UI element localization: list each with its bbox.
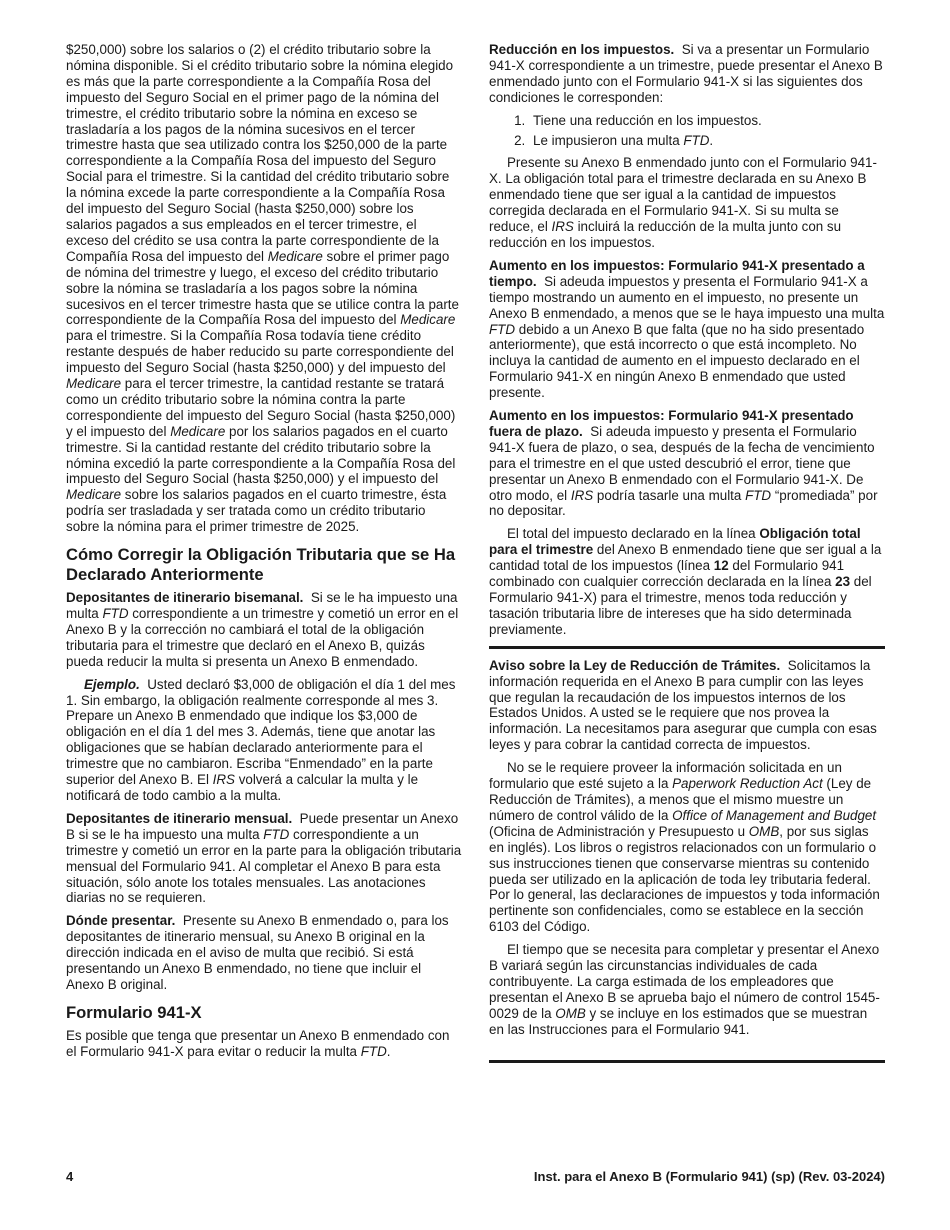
left-paragraph-941x: Es posible que tenga que presentar un Anexo B enmendado con el Formulario 941-X para evitar o reducir la multa FTD.: [66, 1028, 450, 1060]
paragraph-body: Solicitamos la información requerida en el Anexo B para cumplir con las leyes que regulan la recaudación de los impuestos internos de los Estados Unidos. A usted se le requiere que nos provea la información. La necesitamos para asegurar que cumpla con esas leyes y para cobrar la cantidad correcta de impuestos.: [489, 657, 877, 753]
paragraph-body: Si se le ha impuesto una multa FTD correspondiente a un trimestre y cometió un error en el Anexo B y la corrección no cambiará el total de la obligación tributaria para el trimestre que declaró en el Anexo B, quizás pueda reducir la multa si presenta un Anexo B enmendado.: [66, 590, 459, 669]
paragraph-body: Usted declaró $3,000 de obligación el día 1 del mes 1. Sin embargo, la obligación realmente corresponde al mes 3. Prepare un Anexo B enmendado que indique los $3,000 de obligación en el día 1 del mes 3. Además, tiene que anotar las obligaciones que se habían declarado anteriormente para el trimestre que no cambiaron. Escriba “Enmendado” en la parte superior del Anexo B. El IRS volverá a calcular la multa y le notificará de todo cambio a la multa.: [66, 676, 456, 803]
right-paragraph-total: El total del impuesto declarado en la línea Obligación total para el trimestre del Anexo B enmendado tiene que ser igual a la cantidad total de los impuestos (línea 12 del Formulario 941 combinado con cualquier corrección declarada en la línea 23 del Formulario 941-X) para el trimestre, menos toda reducción y tasación tributaria libre de intereses que ha sido determinada previamente.: [489, 526, 882, 637]
run-in-heading: Aumento en los impuestos: Formulario 941-X presentado fuera de plazo.: [489, 408, 854, 439]
paragraph-body: Si adeuda impuestos y presenta el Formulario 941-X a tiempo mostrando un aumento en el impuesto, no presente un Anexo B enmendado, a menos que se le haya impuesto una multa FTD debido a un Anexo B que falta (que no ha sido presentado anteriormente), que está incorrecto o que está incompleto. No incluya la cantidad de aumento en el impuesto declarado en el Formulario 941-X en ningún Anexo B enmendado que usted presente.: [489, 273, 885, 401]
conditions-list: [489, 113, 885, 149]
right-paragraph-reduction: [489, 42, 885, 106]
run-in-heading: Dónde presentar.: [66, 913, 176, 929]
right-paragraph-7: No se le requiere proveer la información solicitada en un formulario que esté sujeto a la Paperwork Reduction Act (Ley de Reducción de Trámites), a menos que el mismo muestre un número de control válido de la Office of Management and Budget (Oficina de Administración y Presupuesto u OMB, por sus siglas en inglés). Los libros o registros relacionados con un formulario o sus instrucciones tienen que conservarse mientras su contenido pueda ser utilizado en la aplicación de toda ley tributaria federal. Por lo general, las declaraciones de impuestos y toda información pertinente son confidenciales, como se establece en la sección 6103 del Código.: [489, 760, 880, 935]
left-paragraph-example: [66, 677, 462, 804]
run-in-heading: Depositantes de itinerario mensual.: [66, 810, 293, 826]
section-heading-correct-liability: Cómo Corregir la Obligación Tributaria que se Ha Declarado Anteriormente: [66, 545, 456, 584]
right-paragraph-paperwork-notice: [489, 658, 885, 753]
left-column: [66, 42, 462, 1067]
run-in-heading: Depositantes de itinerario bisemanal.: [66, 590, 304, 606]
left-paragraph-where-to-file: [66, 913, 462, 993]
right-paragraph-increase-timely: [489, 258, 885, 401]
footer-title: Inst. para el Anexo B (Formulario 941) (sp) (Rev. 03-2024): [533, 1169, 885, 1184]
left-paragraph-biweekly: [66, 590, 462, 670]
section-divider: [489, 646, 885, 649]
list-item: 2. Le impusieron una multa FTD.: [529, 133, 885, 149]
page-number: 4: [66, 1169, 74, 1184]
right-paragraph-increase-late: [489, 408, 885, 519]
paragraph-body: Puede presentar un Anexo B si se le ha impuesto una multa FTD correspondiente a un trimestre y cometió un error en la parte para la obligación tributaria mensual del Formulario 941. Al completar el Anexo B para esta situación, sólo anote los totales mensuales. Las anotaciones diarias no se requieren.: [66, 810, 462, 906]
left-paragraph-1: $250,000) sobre los salarios o (2) el crédito tributario sobre la nómina disponible. Si el crédito tributario sobre la nómina elegido es más que la parte correspondiente a la Compañía Rosa del impuesto del Seguro Social en el primer pago de la nómina del trimestre, el crédito tributario sobre la nómina en exceso se trasladaría a los pagos de la nómina sucesivos en el tercer trimestre hasta que sea utilizado contra los $250,000 de la parte correspondiente a la Compañía Rosa del impuesto del Seguro Social para el trimestre. Si la cantidad del crédito tributario sobre la nómina excede la parte correspondiente a la Compañía Rosa del impuesto del Seguro Social (hasta $250,000) sobre los salarios pagados a sus empleados en el tercer trimestre, el exceso del crédito se usa contra la parte correspondiente de la Compañía Rosa del impuesto del Medicare sobre el primer pago de nómina del trimestre y luego, el exceso del crédito tributario sobre la nómina se trasladaría a los pagos sobre la nómina sucesivos en el tercer trimestre hasta que se utilice contra la parte correspondiente de la Compañía Rosa del impuesto del Medicare para el trimestre. Si la Compañía Rosa todavía tiene crédito restante después de haber reducido su parte correspondiente del impuesto del Seguro Social (hasta $250,000) y del impuesto del Medicare para el tercer trimestre, la cantidad restante se tratará como un crédito tributario sobre la nómina contra la parte correspondiente del impuesto del Seguro Social (hasta $250,000) y el impuesto del Medicare por los salarios pagados en el cuarto trimestre. Si la cantidad restante del crédito tributario sobre la nómina excedió la parte correspondiente a la Compañía Rosa del impuesto del Seguro Social (hasta $250,000) y el impuesto del Medicare sobre los salarios pagados en el cuarto trimestre, ésta podría ser trasladada y ser tratada como un crédito tributario sobre la nómina para el primer trimestre de 2025.: [66, 42, 459, 535]
section-heading-form-941x: Formulario 941-X: [66, 1002, 202, 1022]
list-item: 1. Tiene una reducción en los impuestos.: [529, 113, 885, 129]
run-in-heading: Ejemplo.: [84, 676, 140, 692]
paragraph-body: Presente su Anexo B enmendado o, para los depositantes de itinerario mensual, su Anexo B original en la dirección indicada en el aviso de multa que recibió. Si está presentando un Anexo B enmendado, no tiene que incluir el Anexo B original.: [66, 913, 449, 992]
column-end-rule: [489, 1060, 885, 1063]
paragraph-body: Si va a presentar un Formulario 941-X correspondiente a un trimestre, puede presentar el Anexo B enmendado junto con el Formulario 941-X si las siguientes dos condiciones le corresponden:: [489, 42, 883, 105]
right-paragraph-2: Presente su Anexo B enmendado junto con el Formulario 941-X. La obligación total para el trimestre declarada en su Anexo B enmendado tiene que ser igual a la cantidad de impuestos corregida declarada en el Formulario 941-X. Si su multa se reduce, el IRS incluirá la reducción de la multa junto con su reducción en los impuestos.: [489, 155, 877, 250]
left-paragraph-monthly: [66, 811, 462, 906]
paragraph-body: Si adeuda impuesto y presenta el Formulario 941-X fuera de plazo, o sea, después de la fecha de vencimiento para el trimestre en el que usted descubrió el error, tiene que presentar un Anexo B enmendado con el Formulario 941-X. De otro modo, el IRS podría tasarle una multa FTD “promediada” por no depositar.: [489, 423, 878, 519]
right-paragraph-8: El tiempo que se necesita para completar y presentar el Anexo B variará según las circunstancias individuales de cada contribuyente. La carga estimada de los empleadores que presentan el Anexo B se aprueba bajo el número de control 1545-0029 de la OMB y se incluye en los estimados que se muestran en las Instrucciones para el Formulario 941.: [489, 942, 880, 1037]
right-column: [489, 42, 885, 1063]
run-in-heading: Aumento en los impuestos: Formulario 941-X presentado a tiempo.: [489, 257, 865, 289]
run-in-heading: Aviso sobre la Ley de Reducción de Trámites.: [489, 657, 781, 673]
run-in-heading: Reducción en los impuestos.: [489, 42, 675, 57]
